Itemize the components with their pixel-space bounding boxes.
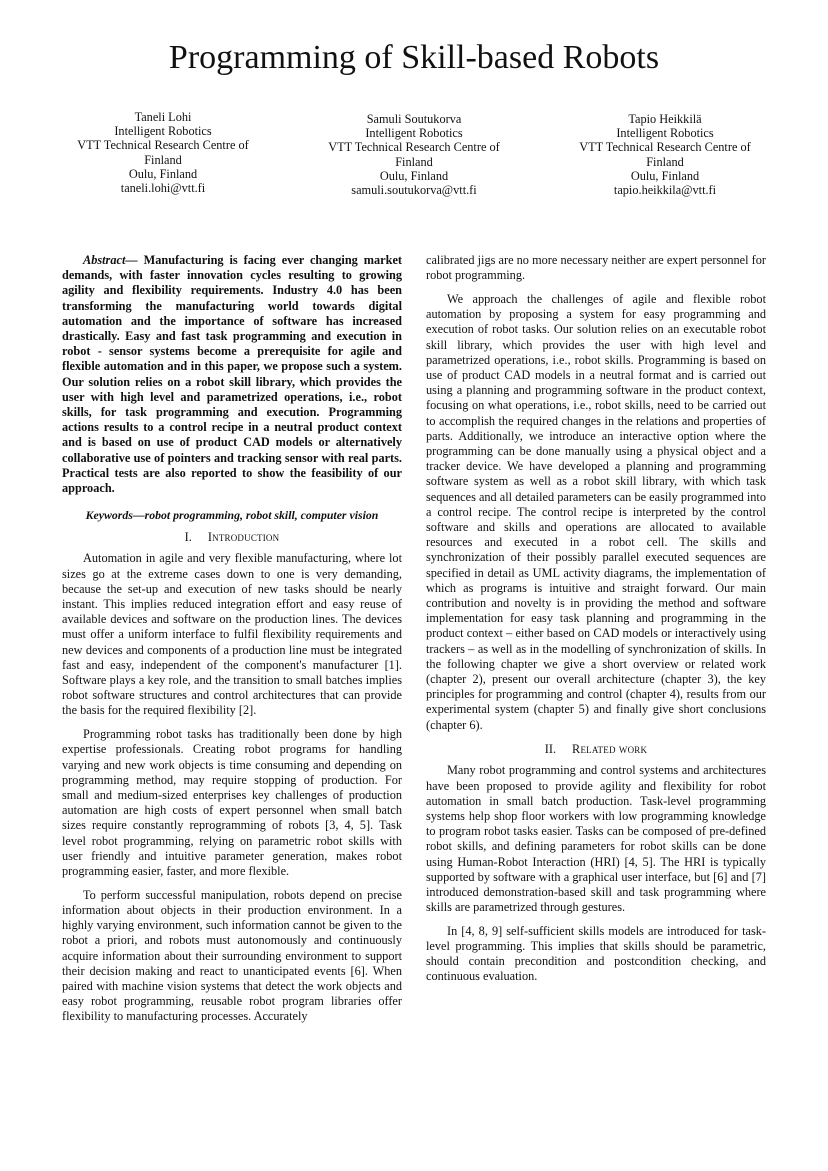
author-department: Intelligent Robotics — [365, 126, 463, 141]
author-city: Oulu, Finland — [379, 168, 449, 183]
author-organization-country: Finland — [395, 154, 433, 169]
author-city: Oulu, Finland — [128, 166, 198, 181]
section-heading-related-work — [426, 741, 766, 757]
paragraph: To perform successful manipulation, robots depend on precise information about objects in their production environment. In a highly varying environment, such information cannot be given to the robot a priori, and robots must autonomously and continuously acquire information about their surrounding environment to support their decision making and react to unanticipated events [6]. When paired with machine vision systems that detect the work objects and easy robot programming, reusable robot program libraries offer flexibility to manufacturing processes. Accurately — [62, 887, 402, 1024]
right-column — [426, 253, 766, 993]
author-email[interactable]: taneli.lohi@vtt.fi — [120, 181, 206, 196]
author-organization: VTT Technical Research Centre of — [77, 138, 249, 153]
author-organization-country: Finland — [646, 154, 684, 169]
section-title: Related work — [572, 742, 648, 757]
author-department: Intelligent Robotics — [616, 126, 714, 141]
author-name: Samuli Soutukorva — [366, 112, 462, 126]
paragraph: In [4, 8, 9] self-sufficient skills models are introduced for task-level programming. This implies that skills should be parametric, should contain precondition and postcondition checking, and continuous evaluation. — [426, 923, 766, 984]
author-organization: VTT Technical Research Centre of — [328, 140, 500, 155]
author-city: Oulu, Finland — [630, 168, 700, 183]
section-number: II. — [544, 742, 557, 757]
section-title: Introduction — [207, 530, 280, 545]
author-email[interactable]: samuli.soutukorva@vtt.fi — [351, 183, 477, 198]
paper-title: Programming of Skill-based Robots — [168, 39, 660, 76]
keywords: Keywords—robot programming, robot skill, computer vision — [85, 508, 379, 523]
author-name: Taneli Lohi — [134, 110, 192, 124]
paragraph-continued: calibrated jigs are no more necessary neither are expert personnel for robot programming. — [426, 253, 766, 283]
paragraph: Programming robot tasks has traditionally been done by high expertise professionals. Creating robot programs for handling varying and new work objects is time consuming and depending on programming method, may require stopping of production. For small and medium-sized enterprises key challenges of production automation are high costs of expert personnel when small batch sizes require constantly reprogramming of robots [3, 4, 5]. Task level robot programming, relying on parametric robot skills with user friendly and intuitive parameter generation, makes robot programming easier, faster, and more flexible. — [62, 727, 402, 879]
abstract-lead: Abstract— — [83, 253, 138, 267]
author-organization-country: Finland — [144, 152, 182, 167]
paragraph: Automation in agile and very flexible manufacturing, where lot sizes go at the extreme cases down to one is very demanding, because the set-up and execution of new tasks should be nearly instant. This implies reduced integration effort and easy reuse of available devices and software on the production lines. The devices must offer a uniform interface to fulfil flexibility requirements and new devices and components of a production line must be integrated fast and easy, independent of the component's manufacturer [1]. Software plays a key role, and the transition to small batches implies robot software structures and control architectures that can provide the basis for the required flexibility [2]. — [62, 551, 402, 718]
author-organization: VTT Technical Research Centre of — [579, 140, 751, 155]
author-block-3 — [560, 112, 770, 197]
section-heading-introduction — [62, 529, 402, 545]
author-email[interactable]: tapio.heikkila@vtt.fi — [613, 183, 717, 198]
paragraph: Many robot programming and control systems and architectures have been proposed to provide agility and flexibility for robot automation in small batch production. Task-level programming systems help shop floor workers with low programming knowledge to program robot tasks easier. Tasks can be composed of pre-defined robot skills, and defining parameters for robot skills can be done using Human-Robot Interaction (HRI) [4, 5]. The HRI is typically supported by software with a graphical user interface, but [6] and [7] introduced demonstration-based skill and task programming where skills are parametrized through gestures. — [426, 763, 766, 915]
author-block-1 — [58, 110, 268, 195]
paragraph: We approach the challenges of agile and flexible robot automation by proposing a system for easy programming and execution of robot tasks. Our solution relies on an executable robot skill library, which provides the user with high level and parametrized operations, i.e., robot skills. Programming is based on use of product CAD models in a neutral format and is carried out using a planning and programming software in the product context, focusing on what operations, i.e., robot skills, need to be carried out to accomplish the required changes in the relations and properties of parts. Additionally, we introduce an interactive option where the programming can be done manually using a physical object and a tracker device. We have developed a planning and programming software system as well as a robot skill library, with which task sequences and all detailed parameters can be easily programmed into a control recipe. The control recipe is interpreted by the control software and skills and operations are allocated to available resources and executed in a robot cell. The skills and synchronization of their possibly parallel executed sequences are specified in detail as UML activity diagrams, the implementation of which as programs is intuitive and straight forward. Our main contribution and novelty is in providing the method and software implementation for easy task planning and programming in the product context – either based on CAD models or interactively using trackers – as well as in the modelling of synchronization of skills. In the following chapter we give a short overview or related work (chapter 2), present our overall architecture (chapter 3), the key principles for programming and control (chapter 4), results from our experimental system (chapter 5) and finally give short conclusions (chapter 6). — [426, 291, 766, 732]
author-department: Intelligent Robotics — [114, 124, 212, 139]
abstract-text: Manufacturing is facing ever changing market demands, with faster innovation cycles resulting to growing agility and flexibility requirements. Industry 4.0 has been transforming the manufacturing world towards digital automation and the importance of software has increased drastically. Easy and fast task programming and execution in robot - sensor systems become a prerequisite for agile and flexible automation and in this paper, we propose such a system. Our solution relies on a robot skill library, which provides the user with high level and parametrized operations, i.e., robot skills, for task programming and execution. Programming actions results to a control recipe in a neutral product context and is based on use of product CAD models or alternatively collaborative use of pointers and tracking sensor with real parts. Practical tests are also reported to show the feasibility of our approach. — [62, 253, 402, 496]
author-block-2 — [309, 112, 519, 197]
section-number: I. — [184, 530, 192, 545]
left-column — [62, 253, 402, 1033]
abstract — [62, 253, 402, 496]
author-name: Tapio Heikkilä — [628, 112, 702, 126]
